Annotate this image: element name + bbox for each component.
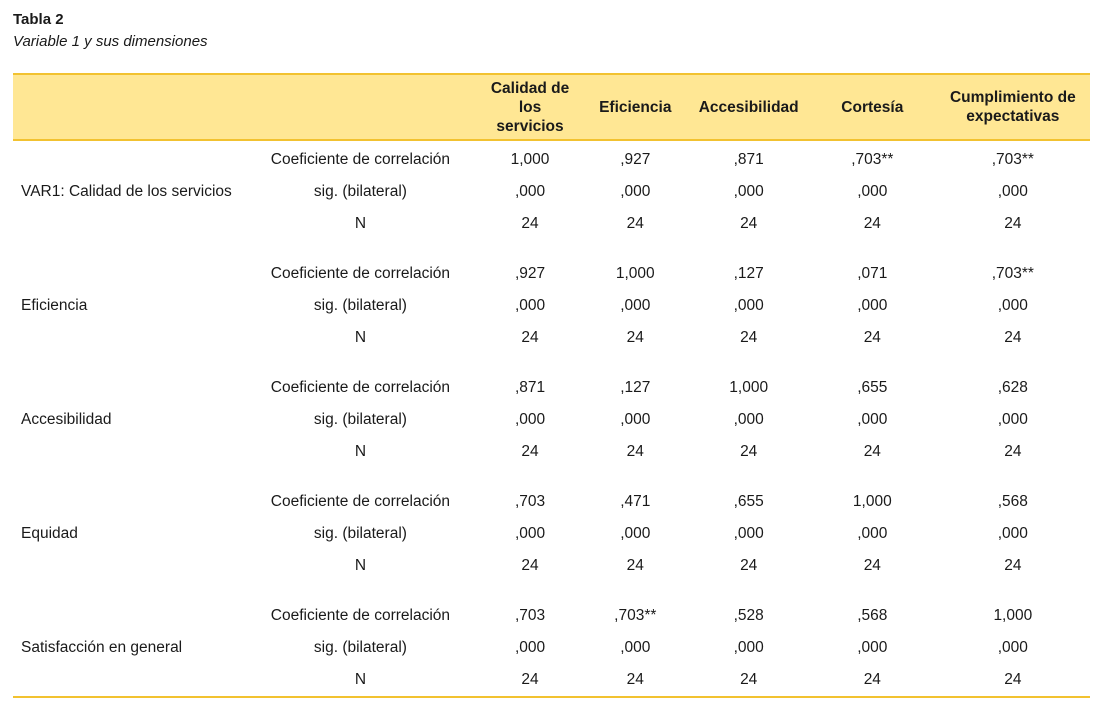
group-spacer — [13, 582, 1090, 600]
value-cell: ,568 — [857, 607, 888, 624]
value-cell: 24 — [521, 215, 539, 232]
value-cell: 24 — [863, 671, 881, 688]
statistic-label: N — [354, 215, 367, 232]
value-cell: 24 — [1004, 671, 1022, 688]
value-cell: ,000 — [620, 183, 651, 200]
value-cell: ,000 — [620, 411, 651, 428]
value-cell: ,703 — [514, 607, 546, 624]
value-cell: ,127 — [733, 265, 764, 282]
group-spacer-cell — [13, 354, 1090, 372]
statistic-label: Coeficiente de correlación — [270, 265, 451, 282]
variable-label: VAR1: Calidad de los servicios — [21, 183, 232, 200]
header-cumplimiento: Cumplimiento de expectativas — [936, 74, 1090, 140]
value-cell: 1,000 — [729, 379, 769, 396]
value-cell: ,000 — [997, 639, 1028, 656]
group-spacer-cell — [13, 240, 1090, 258]
value-cell: 24 — [863, 215, 881, 232]
value-cell: 24 — [863, 329, 881, 346]
caption-title: Tabla 2 — [13, 11, 64, 28]
group-spacer — [13, 240, 1090, 258]
value-cell: 24 — [626, 329, 644, 346]
group-spacer — [13, 468, 1090, 486]
value-cell: ,703** — [851, 151, 894, 168]
value-cell: ,703** — [991, 265, 1034, 282]
statistic-label: sig. (bilateral) — [313, 183, 407, 200]
header-row — [13, 74, 1090, 140]
value-cell: 1,000 — [852, 493, 892, 510]
value-cell: ,000 — [857, 525, 888, 542]
caption-subtitle: Variable 1 y sus dimensiones — [13, 33, 208, 50]
value-cell: ,000 — [514, 297, 546, 314]
header-cortesia: Cortesía — [809, 74, 936, 140]
value-cell: ,471 — [620, 493, 651, 510]
value-cell: ,000 — [997, 525, 1028, 542]
value-cell: ,000 — [857, 297, 888, 314]
variable-label: Accesibilidad — [21, 411, 112, 428]
value-cell: ,871 — [733, 151, 764, 168]
value-cell: ,000 — [733, 411, 764, 428]
header-accesibilidad: Accesibilidad — [688, 74, 809, 140]
table-row — [13, 140, 1090, 176]
statistic-label: sig. (bilateral) — [313, 297, 407, 314]
statistic-label: Coeficiente de correlación — [270, 151, 451, 168]
statistic-label: Coeficiente de correlación — [270, 493, 451, 510]
value-cell: ,000 — [857, 639, 888, 656]
value-cell: ,528 — [733, 607, 764, 624]
value-cell: ,871 — [514, 379, 546, 396]
value-cell: 24 — [521, 671, 539, 688]
table-row — [13, 258, 1090, 290]
variable-label: Equidad — [21, 525, 78, 542]
value-cell: ,000 — [733, 639, 764, 656]
value-cell: 24 — [863, 557, 881, 574]
statistic-label: N — [354, 671, 367, 688]
value-cell: 1,000 — [615, 265, 655, 282]
value-cell: 24 — [521, 443, 539, 460]
value-cell: 24 — [740, 215, 758, 232]
header-calidad: Calidad de los servicios — [478, 74, 582, 140]
value-cell: ,703** — [614, 607, 657, 624]
group-spacer — [13, 354, 1090, 372]
value-cell: ,000 — [514, 525, 546, 542]
value-cell: 24 — [626, 671, 644, 688]
value-cell: ,000 — [514, 639, 546, 656]
statistic-label: sig. (bilateral) — [313, 411, 407, 428]
statistic-label: sig. (bilateral) — [313, 639, 407, 656]
value-cell: ,000 — [997, 297, 1028, 314]
value-cell: ,000 — [733, 525, 764, 542]
value-cell: ,927 — [514, 265, 546, 282]
value-cell: ,000 — [857, 411, 888, 428]
statistic-label: N — [354, 329, 367, 346]
value-cell: ,000 — [620, 525, 651, 542]
value-cell: ,000 — [733, 297, 764, 314]
table-row — [13, 600, 1090, 632]
statistic-label: Coeficiente de correlación — [270, 379, 451, 396]
value-cell: ,703 — [514, 493, 546, 510]
table-row — [13, 372, 1090, 404]
value-cell: ,000 — [620, 639, 651, 656]
value-cell: ,000 — [620, 297, 651, 314]
statistic-label: Coeficiente de correlación — [270, 607, 451, 624]
value-cell: 24 — [1004, 443, 1022, 460]
value-cell: 24 — [740, 329, 758, 346]
variable-label: Eficiencia — [21, 297, 88, 314]
value-cell: 24 — [521, 329, 539, 346]
value-cell: ,703** — [991, 151, 1034, 168]
value-cell: ,071 — [857, 265, 888, 282]
correlation-table-container — [13, 73, 1090, 698]
header-empty-var — [13, 74, 243, 140]
value-cell: ,628 — [997, 379, 1028, 396]
statistic-label: sig. (bilateral) — [313, 525, 407, 542]
value-cell: ,927 — [620, 151, 651, 168]
value-cell: ,000 — [733, 183, 764, 200]
value-cell: ,000 — [997, 411, 1028, 428]
variable-label: Satisfacción en general — [21, 639, 183, 656]
value-cell: ,000 — [857, 183, 888, 200]
group-spacer-cell — [13, 468, 1090, 486]
value-cell: 24 — [1004, 557, 1022, 574]
value-cell: 1,000 — [993, 607, 1033, 624]
statistic-label: N — [354, 443, 367, 460]
table-row — [13, 486, 1090, 518]
value-cell: ,000 — [514, 183, 546, 200]
value-cell: 24 — [740, 671, 758, 688]
value-cell: ,655 — [857, 379, 888, 396]
table-header — [13, 74, 1090, 140]
value-cell: 24 — [626, 215, 644, 232]
table-body — [13, 140, 1090, 697]
value-cell: 24 — [1004, 329, 1022, 346]
statistic-label: N — [354, 557, 367, 574]
value-cell: ,655 — [733, 493, 764, 510]
value-cell: ,000 — [514, 411, 546, 428]
group-spacer-cell — [13, 582, 1090, 600]
value-cell: ,568 — [997, 493, 1028, 510]
value-cell: 24 — [740, 557, 758, 574]
header-eficiencia: Eficiencia — [582, 74, 688, 140]
value-cell: 24 — [863, 443, 881, 460]
value-cell: 24 — [1004, 215, 1022, 232]
value-cell: ,127 — [620, 379, 651, 396]
value-cell: 24 — [521, 557, 539, 574]
value-cell: 24 — [626, 443, 644, 460]
value-cell: 1,000 — [510, 151, 550, 168]
header-empty-stat — [243, 74, 478, 140]
value-cell: 24 — [626, 557, 644, 574]
correlation-table — [13, 73, 1090, 698]
value-cell: 24 — [740, 443, 758, 460]
value-cell: ,000 — [997, 183, 1028, 200]
